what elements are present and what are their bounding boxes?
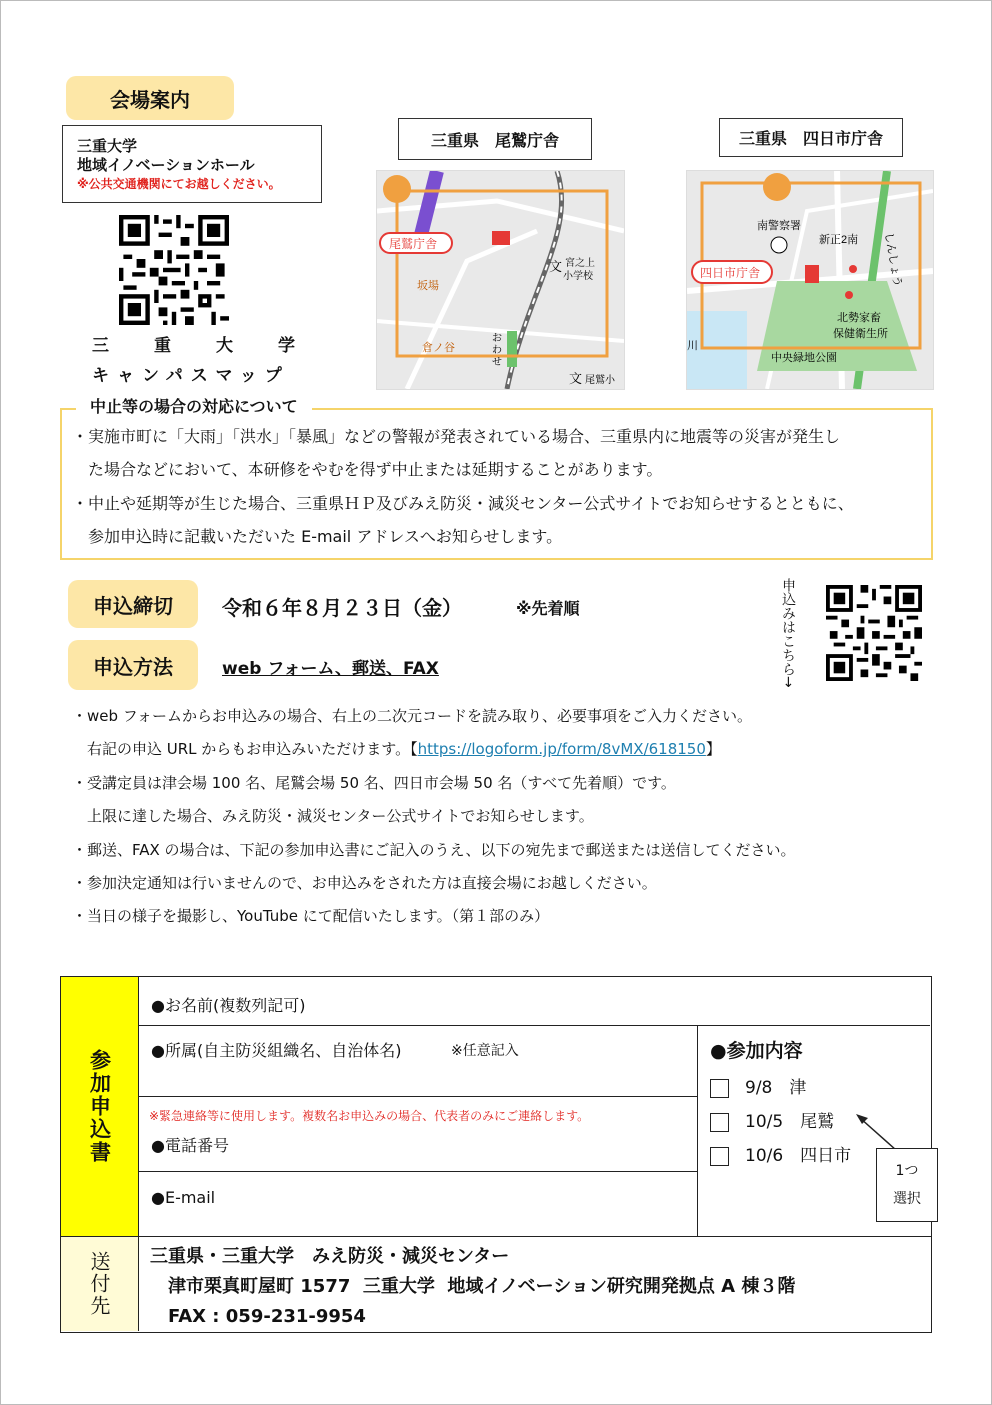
divider-send-to xyxy=(60,1236,931,1237)
cancel-line-1: ・実施市町に「大雨」「洪水」「暴風」などの警報が発表されている場合、三重県内に地震等の災害が発生し xyxy=(72,427,841,446)
send-to-org: 三重県・三重大学 みえ防災・減災センター xyxy=(150,1246,510,1267)
cancel-line-2: た場合などにおいて、本研修をやむを得ず中止または延期することがあります。 xyxy=(72,460,663,479)
cancel-line-3: ・中止や延期等が生じた場合、三重県ＨＰ及びみえ防災・減災センター公式サイトでお知らせするとともに、 xyxy=(72,494,854,513)
svg-text:南警察署: 南警察署 xyxy=(757,220,801,232)
deadline-label: 申込締切 xyxy=(68,580,198,628)
svg-text:小学校: 小学校 xyxy=(563,271,593,282)
affiliation-label: ●所属(自主防災組織名、自治体名) xyxy=(151,1041,402,1060)
instruction-line-1: ・web フォームからお申込みの場合、右上の二次元コードを読み取り、必要事項をご入力ください。 xyxy=(72,707,753,725)
affiliation-note: ※任意記入 xyxy=(451,1043,519,1059)
instruction-line-3: ・受講定員は津会場 100 名、尾鷲会場 50 名、四日市会場 50 名（すべて先着順）です。 xyxy=(72,774,676,792)
mie-univ-box xyxy=(62,125,322,203)
transport-note: ※公共交通機関にてお越しください。 xyxy=(77,177,281,191)
svg-text:川: 川 xyxy=(687,340,698,352)
apply-qr-code[interactable] xyxy=(826,585,922,681)
cancel-notice-heading: 中止等の場合の対応について xyxy=(76,394,312,417)
select-one-callout xyxy=(876,1148,938,1222)
svg-text:文: 文 xyxy=(549,259,563,274)
svg-text:坂場: 坂場 xyxy=(417,280,439,292)
instruction-line-6: ・参加決定通知は行いませんので、お申込みをされた方は直接会場にお越しください。 xyxy=(72,874,657,892)
phone-field[interactable] xyxy=(139,1097,697,1171)
option-yokkaichi-label: 10/6 四日市 xyxy=(745,1146,852,1166)
email-field[interactable] xyxy=(139,1172,697,1236)
svg-text:尾鷲小: 尾鷲小 xyxy=(585,375,615,386)
email-label: ●E-mail xyxy=(151,1188,216,1207)
option-tsu-label: 9/8 津 xyxy=(745,1078,807,1098)
svg-text:倉ノ谷: 倉ノ谷 xyxy=(422,342,455,354)
mie-univ-name: 三重大学 xyxy=(77,137,138,155)
send-to-side-label xyxy=(61,1237,139,1331)
apply-qr-label: 申込みはこちら→ xyxy=(780,578,796,688)
svg-text:四日市庁舎: 四日市庁舎 xyxy=(700,266,761,280)
instruction-line-2 xyxy=(72,733,721,766)
option-owase-label: 10/5 尾鷲 xyxy=(745,1112,835,1132)
campus-map-title: 三 重 大 学 xyxy=(92,336,309,356)
svg-text:北勢家畜: 北勢家畜 xyxy=(837,312,881,324)
application-url-link[interactable]: https://logoform.jp/form/8vMX/618150 xyxy=(417,740,706,758)
instruction-line-5: ・郵送、FAX の場合は、下記の参加申込書にご記入のうえ、以下の宛先まで郵送または送信してください。 xyxy=(72,841,796,859)
svg-text:宮之上: 宮之上 xyxy=(565,258,595,269)
method-label: 申込方法 xyxy=(68,640,198,690)
owase-title: 三重県 尾鷲庁舎 xyxy=(398,118,592,160)
instruction-line-7: ・当日の様子を撮影し、YouTube にて配信いたします。（第１部のみ） xyxy=(72,907,550,925)
svg-text:新正2南: 新正2南 xyxy=(819,234,859,246)
svg-text:せ: せ xyxy=(492,357,502,368)
option-yokkaichi[interactable] xyxy=(710,1141,851,1166)
checkbox-tsu[interactable] xyxy=(710,1079,729,1098)
option-owase[interactable] xyxy=(710,1107,834,1132)
divider-participation xyxy=(697,1025,698,1236)
send-to-address: 津市栗真町屋町 1577 三重大学 地域イノベーション研究開発拠点 A 棟３階 xyxy=(150,1276,796,1297)
callout-line-2: 選択 xyxy=(893,1191,921,1207)
option-tsu[interactable] xyxy=(710,1073,806,1098)
svg-text:文: 文 xyxy=(569,371,583,386)
affiliation-field[interactable] xyxy=(139,1026,697,1096)
callout-line-1: 1つ xyxy=(895,1163,919,1179)
form-side-label-text: 参加申込書 xyxy=(87,1049,112,1164)
svg-text:しんしょう: しんしょう xyxy=(882,231,904,288)
svg-text:わ: わ xyxy=(492,345,502,356)
participation-heading: ●参加内容 xyxy=(710,1040,803,1062)
yokkaichi-title: 三重県 四日市庁舎 xyxy=(719,118,903,157)
name-label: ●お名前(複数列記可) xyxy=(151,996,306,1015)
form-side-label xyxy=(61,977,139,1236)
checkbox-yokkaichi[interactable] xyxy=(710,1147,729,1166)
deadline-note: ※先着順 xyxy=(516,599,580,618)
cancel-line-4: 参加申込時に記載いただいた E-mail アドレスへお知らせします。 xyxy=(72,527,563,546)
instruction-url-prefix: 右記の申込 URL からもお申込みいただけます。【 xyxy=(72,740,418,758)
method-value: web フォーム、郵送、FAX xyxy=(222,659,439,679)
venue-heading: 会場案内 xyxy=(66,76,234,120)
instruction-line-4: 上限に達した場合、みえ防災・減災センター公式サイトでお知らせします。 xyxy=(72,807,594,825)
send-to-side-label-text: 送付先 xyxy=(87,1251,111,1317)
emergency-note: ※緊急連絡等に使用します。複数名お申込みの場合、代表者のみにご連絡します。 xyxy=(149,1109,590,1123)
svg-text:保健衛生所: 保健衛生所 xyxy=(833,328,888,340)
svg-text:尾鷲庁舎: 尾鷲庁舎 xyxy=(389,237,438,251)
campus-map-subtitle: キャンパスマップ xyxy=(92,366,290,386)
deadline-value: 令和６年８月２３日（金） xyxy=(222,596,462,620)
svg-text:中央緑地公園: 中央緑地公園 xyxy=(771,352,837,364)
checkbox-owase[interactable] xyxy=(710,1113,729,1132)
yokkaichi-map xyxy=(686,170,934,390)
owase-map xyxy=(376,170,625,390)
svg-text:お: お xyxy=(492,333,502,344)
send-to-fax: FAX : 059-231-9954 xyxy=(150,1306,366,1327)
mie-univ-hall: 地域イノベーションホール xyxy=(77,156,255,174)
instruction-url-suffix: 】 xyxy=(705,740,721,758)
campus-qr-code[interactable] xyxy=(119,215,229,325)
name-field[interactable] xyxy=(139,977,929,1025)
phone-label: ●電話番号 xyxy=(151,1136,229,1155)
